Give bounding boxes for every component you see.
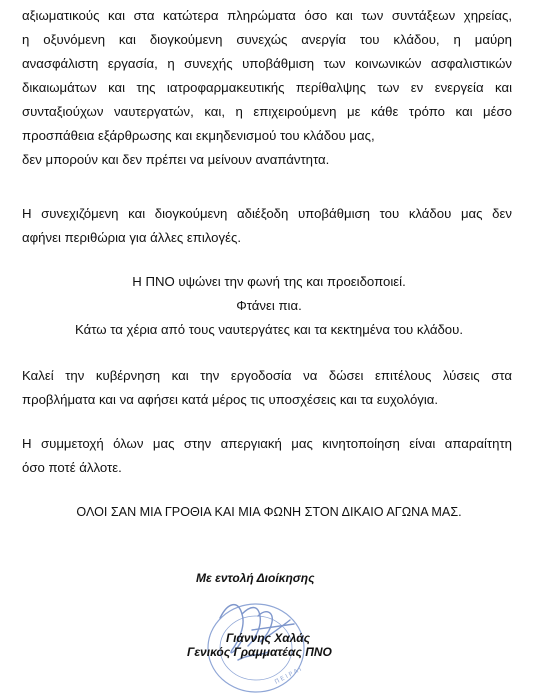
paragraph-1-line-2: η οξυνόμενη και διογκούμενη συνεχώς ανεργία του κλάδου, η μαύρη — [22, 32, 512, 47]
paragraph-1-line-4: δικαιωμάτων και της ιατροφαρμακευτικής περίθαλψης των εν ενεργεία και — [22, 80, 512, 95]
paragraph-1-line-6: προσπάθεια εξάρθρωσης και εκμηδενισμού του κλάδου μας, — [22, 128, 375, 143]
paragraph-4-line-1: Η συμμετοχή όλων μας στην απεργιακή μας κινητοποίηση είναι απαραίτητη — [22, 436, 512, 451]
signatory-title: Γενικός Γραμματέας ΠΝΟ — [187, 645, 332, 659]
stamp-ring-lettering — [274, 666, 303, 686]
declaration-line-2: Φτάνει πια. — [236, 298, 302, 313]
paragraph-2 — [22, 202, 512, 250]
signature-by-order: Με εντολή Διοίκησης — [196, 571, 315, 585]
paragraph-2-line-1: Η συνεχιζόμενη και διογκούμενη αδιέξοδη υποβάθμιση του κλάδου μας δεν — [22, 206, 512, 221]
svg-text:Π Ε Ι Ρ Α Ι: Π Ε Ι Ρ Α Ι — [273, 665, 303, 686]
paragraph-3-line-2: προβλήματα και να αφήσει κατά μέρος τις υποσχέσεις και τα ευχολόγια. — [22, 392, 439, 407]
paragraph-4-line-2: όσο ποτέ άλλοτε. — [22, 460, 122, 475]
paragraph-1-line-1: αξιωματικούς και στα κατώτερα πληρώματα όσο και των συντάξεων χηρείας, — [22, 8, 512, 23]
declaration-line-3: Κάτω τα χέρια από τους ναυτεργάτες και τα κεκτημένα του κλάδου. — [74, 322, 464, 337]
paragraph-1-line-7: δεν μπορούν και δεν πρέπει να μείνουν αναπάντητα. — [22, 152, 330, 167]
signatory-name: Γιάννης Χαλάς — [226, 631, 311, 645]
paragraph-1 — [22, 4, 512, 172]
declaration-line-1: Η ΠΝΟ υψώνει την φωνή της και προειδοποιεί. — [132, 274, 406, 289]
paragraph-3-line-1: Καλεί την κυβέρνηση και την εργοδοσία να δώσει επιτέλους λύσεις στα — [22, 368, 512, 383]
paragraph-1-line-5: συνταξιούχων ναυτεργατών, και, η επιχειρούμενη με κάθε τρόπο και μέσο — [22, 104, 512, 119]
paragraph-4 — [22, 432, 512, 480]
paragraph-2-line-2: αφήνει περιθώρια για άλλες επιλογές. — [22, 230, 241, 245]
paragraph-3 — [22, 364, 512, 412]
paragraph-1-line-3: ανασφάλιστη εργασία, η συνεχής υποβάθμιση των κοινωνικών ασφαλιστικών — [22, 56, 512, 71]
closing-slogan: ΟΛΟΙ ΣΑΝ ΜΙΑ ΓΡΟΘΙΑ ΚΑΙ ΜΙΑ ΦΩΝΗ ΣΤΟΝ ΔΙΚΑΙΟ ΑΓΩΝΑ ΜΑΣ. — [76, 505, 462, 519]
